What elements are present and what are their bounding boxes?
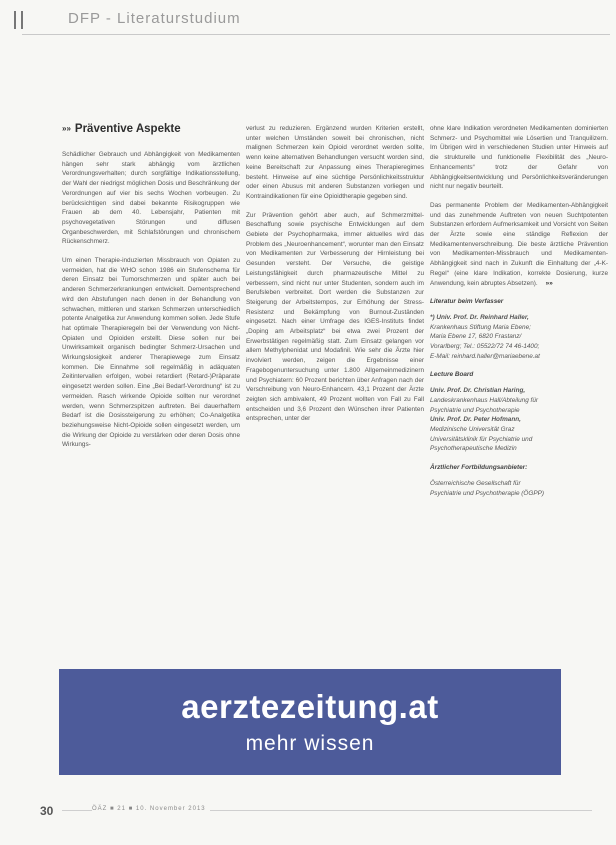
end-of-article-icon: »»	[545, 279, 553, 287]
paragraph: Um einen Therapie-induzierten Missbrauch von Opiaten zu vermeiden, hat die WHO schon 1986 ein Stufenschema für deren Einsatz bei Tumorschmerzen und später auch bei anderen Schmerzerkrankungen entwickelt. Dementsprechend wird den Abstufungen nach denen in der Behandlung von schwachen, mittleren und starken Schmerzen unterschiedlich potente Analgetika zur Anwendung kommen sollen. Jede Stufe hat optimale Therapieregeln bei der Verwendung von Nicht-Opiaten und Opioiden erstellt. Diese sollen nur bei Unwirksamkeit organisch bedingter Schmerz-Ursachen und Wirkungslosigkeit anderer Therapiewege zum Einsatz kommen. Die Einnahme soll regelmäßig in adäquaten Zeitintervallen erfolgen, wobei retardiert (Retard-)Präparate eingesetzt werden sollen. Eine „Bei Bedarf-Verordnung“ ist zu vermeiden. Rasch wirkende Opioide sollten nur verordnet werden, wenn Schmerzspitzen auftreten. Bei dauerhaftem Bedarf ist die Dosissteigerung zu erhöhen; Co-Analgetika beziehungsweise Nicht-Opioide sollen eingesetzt werden, um die Wirkung der Opioide zu verstärken oder deren Dosis ohne Wirkungs-	[62, 257, 240, 449]
issue-info: ÖÄZ ■ 21 ■ 10. November 2013	[92, 806, 210, 812]
lector-affiliation: Medizinische Universität Graz	[430, 425, 515, 433]
page-header	[14, 6, 610, 34]
article-section-heading	[62, 122, 240, 136]
advertisement-banner[interactable]	[59, 669, 561, 775]
lector-affiliation: Universitätsklinik für Psychiatrie und	[430, 435, 533, 443]
page-number: 30	[40, 804, 54, 818]
lector-affiliation: Psychiatrie und Psychotherapie	[430, 406, 520, 414]
heading-text: Präventive Aspekte	[74, 123, 181, 135]
banner-title: aerztezeitung.at	[181, 688, 439, 725]
paragraph-text: ohne klare Indikation verordneten Medikamenten dominierten Schmerz- und Psychomittel wie Lösertien und Tranquilizern. Im Übrigen wird in verschiedenen Studien unter Hinweis auf die strukturelle und funktionelle Flexibilität des „Neuro-Enhancements“ trotz der Gefahr von Abhängigkeitsentwicklung und Persönlichkeitsveränderungen nicht nur negativ beurteilt.	[430, 125, 608, 191]
paragraph: Zur Prävention gehört aber auch, auf Schmerzmittel-Beschaffung sowie psychische Entwicklungen auf dem Gebiete der Psychopharmaka, immer aktuelles wird das Problem des „Neuroenhancement“, worunter man den Einsatz von Medikamenten zur Verbesserung der Hirnleistung bei Gesunden versteht. Der Versuche, die geistige Leistungsfähigkeit durch pharmazeutische Mittel zu verbessern, sind nicht nur unter Studenten, sondern auch im Berufsleben verbreitet. Dort werden die Substanzen zur Steigerung der Arbeitstempos, zur Erhöhung der Stress-Resistenz und Bekämpfung von Burnout-Zuständen eingesetzt. Nach einer Umfrage des IGES-Instituts findet „Doping am Arbeitsplatz“ bei etwa zwei Prozent der Erwerbstätigen regelmäßig statt. Zum Einsatz gelangen vor allem Methylphenidat und Modafinil. Wie sehr die Ärzte hier involviert werden, zeigen die Ergebnisse einer Fragebogenuntersuchung unter 1.800 Allgemeinmedizinern und Psychiatern: 60 Prozent berichten über Anfragen nach der Verschreibung von Neuro-Enhancern. 43,1 Prozent der Ärzte zeigten sich ambivalent, 49 Prozent wollten von Fall zu Fall entscheiden und 3,6 Prozent den Wünschen ihrer Patienten entsprechen, unter der	[246, 211, 424, 423]
contact-line: Vorarlberg; Tel.: 05522/72 74 46-1400;	[430, 343, 540, 351]
paragraph: verlust zu reduzieren. Ergänzend wurden Kriterien erstellt, unter welchen Umständen soweit bei chronischen, nicht malignen Schmerzen kein Opioid verordnet werden sollte, wenn keine alternativen Behandlungen versucht worden sind, keine Bereitschaft zur Anpassung eines Therapieregimes besteht. Hinweise auf eine süchtige Persönlichkeitsstruktur oder einen Abusus mit anderen Substanzen vorliegen und Kontraindikationen für eine Opioidtherapie gegeben sind.	[246, 125, 424, 200]
header-divider	[22, 34, 610, 35]
paragraph	[430, 124, 608, 192]
column-right	[430, 124, 608, 507]
double-chevron-icon: »»	[62, 124, 71, 133]
provider-line: Psychiatrie und Psychotherapie (ÖGPP)	[430, 489, 545, 497]
header-marker	[14, 11, 23, 29]
author-contact	[430, 313, 608, 362]
lector-affiliation: Psychotherapeutische Medizin	[430, 445, 517, 453]
literature-note: Literatur beim Verfasser	[430, 298, 504, 306]
contact-email: E-Mail: reinhard.haller@mariaebene.at	[430, 352, 540, 360]
author-name: *) Univ. Prof. Dr. Reinhard Haller,	[430, 313, 529, 321]
provider-info	[430, 479, 608, 498]
provider-heading: Ärztlicher Fortbildungsanbieter:	[430, 464, 528, 472]
paragraph: Schädlicher Gebrauch und Abhängigkeit von Medikamenten hängen sehr stark abhängig vom ärztlichen Verordnungsverhalten; durch sorgfältige Indikationsstellung, der Wahl der niedrigst möglichen Dosis und Beschränkung der Verordnungen auf vier bis sechs Wochen vorbeugen. Zu berücksichtigen sind dabei bekannte Risikogruppen wie Frauen ab dem 40. Lebensjahr, Patienten mit psychovegetativen Störungen und diffusen Organbeschwerden, mit Schlafstörungen und chronischem Rückenschmerz.	[62, 151, 240, 246]
lector-affiliation: Landeskrankenhaus Hall/Abteilung für	[430, 396, 539, 404]
lector-name: Univ. Prof. Dr. Christian Haring,	[430, 387, 526, 395]
lector-name: Univ. Prof. Dr. Peter Hofmann,	[430, 416, 521, 424]
column-middle	[246, 124, 424, 433]
provider-line: Österreichische Gesellschaft für	[430, 479, 521, 487]
lecture-board-heading: Lecture Board	[430, 371, 474, 379]
page-footer	[0, 798, 616, 828]
paragraph-text: Das permanente Problem der Medikamenten-Abhängigkeit und das zunehmende Auftreten von neuen Suchtpotenten Substanzen erfordern Aufmerksamkeit und Vorsicht von Seiten der Ärzte sowie eine ständige Reflexion der Medikamentenverschreibung. Die beste ärztliche Prävention von Medikamenten-Missbrauch und Medikamenten-Abhängigkeit sind nach in Zukunft die Einhaltung der „4-K-Regel“ (eine klare Indikation, korrekte Dosierung, kurze Anwendung, kein abruptes Absetzen).	[430, 201, 608, 287]
column-left	[62, 122, 240, 459]
section-title: DFP - Literaturstudium	[68, 10, 241, 27]
contact-line: Maria Ebene 17, 6820 Frastanz/	[430, 333, 522, 341]
lecture-board-list	[430, 386, 608, 454]
banner-subtitle: mehr wissen	[245, 732, 375, 755]
paragraph	[430, 201, 608, 288]
contact-line: Krankenhaus Stiftung Maria Ebene;	[430, 323, 531, 331]
